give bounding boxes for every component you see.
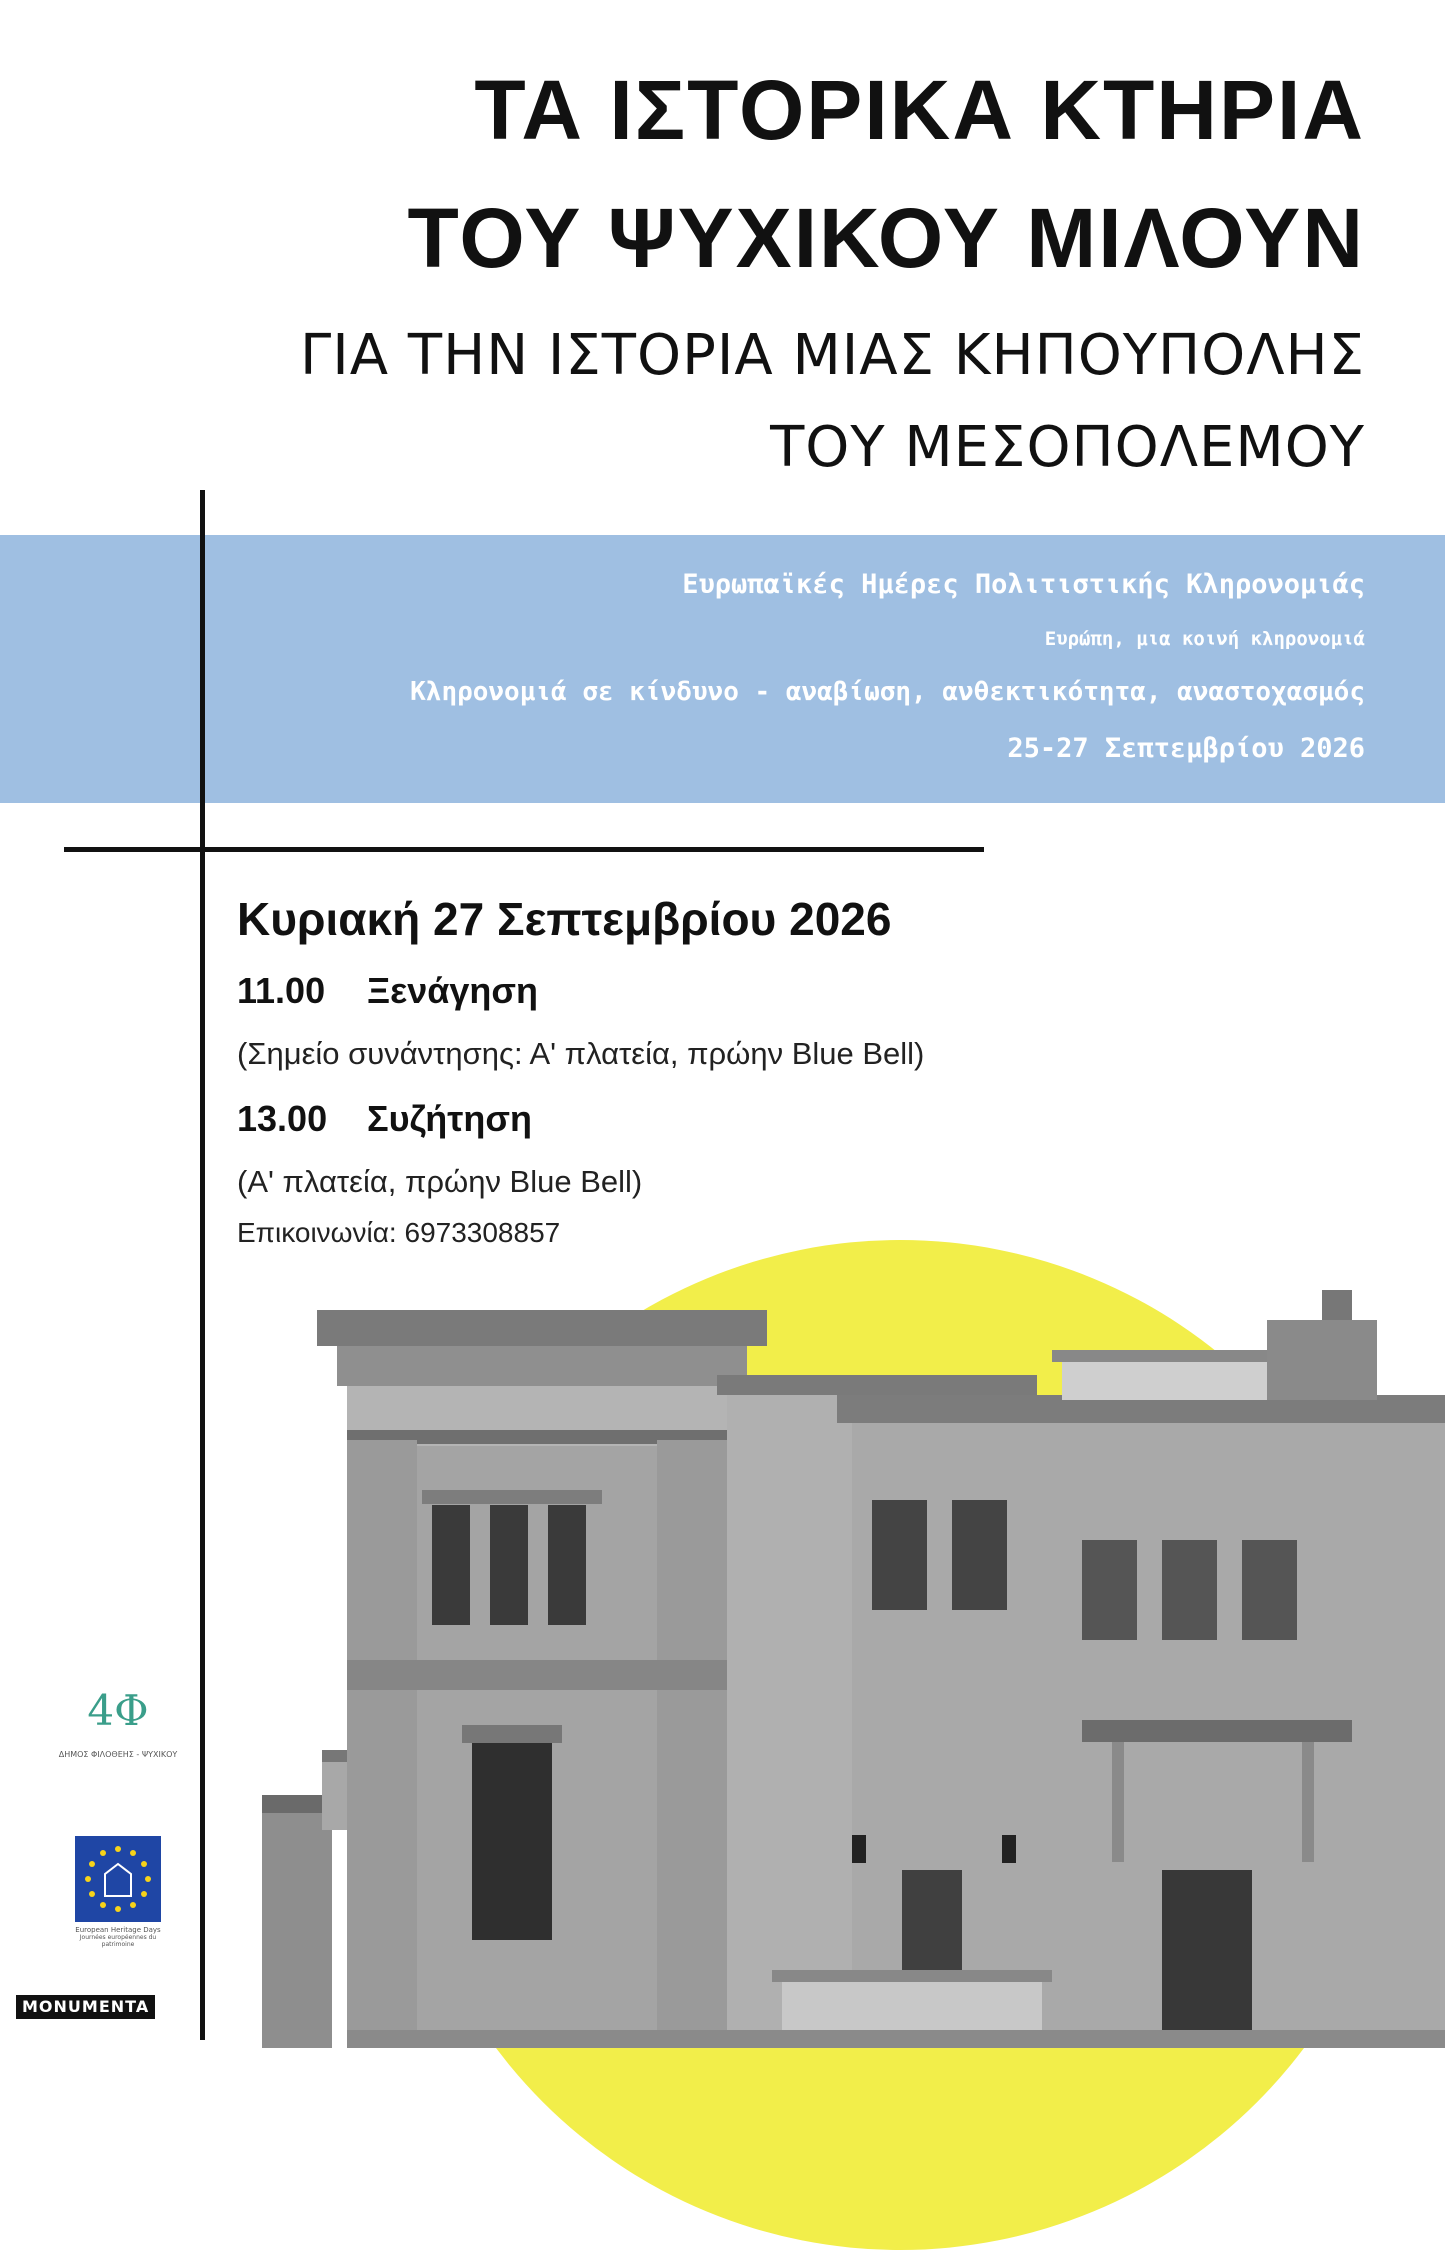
- event-discussion-note: (Α' πλατεία, πρώην Blue Bell): [237, 1164, 643, 1199]
- ehd-caption-1: European Heritage Days: [75, 1926, 161, 1934]
- municipality-caption: ΔΗΜΟΣ ΦΙΛΟΘΕΗΣ - ΨΥΧΙΚΟΥ: [58, 1750, 178, 1759]
- event-time: 13.00: [237, 1098, 328, 1139]
- vertical-rule: [200, 490, 205, 2040]
- event-title: Ξενάγηση: [367, 970, 539, 1011]
- ehd-caption-2: Journées européennes du patrimoine: [79, 1934, 157, 1948]
- contact-phone: Επικοινωνία: 6973308857: [237, 1217, 561, 1248]
- event-time: 11.00: [237, 970, 326, 1011]
- european-heritage-days-logo: [68, 1836, 168, 1948]
- title-line-2: ΤΟΥ ΨΥΧΙΚΟΥ ΜΙΛΟΥΝ: [407, 191, 1365, 285]
- banner-tagline: Ευρώπη, μια κοινή κληρονομιά: [1044, 628, 1365, 650]
- banner-event-name: Ευρωπαϊκές Ημέρες Πολιτιστικής Κληρονομιάς: [682, 569, 1365, 600]
- title-line-1: ΤΑ ΙΣΤΟΡΙΚΑ ΚΤΗΡΙΑ: [474, 63, 1365, 157]
- banner-dates: 25-27 Σεπτεμβρίου 2026: [1007, 733, 1365, 764]
- event-title: Συζήτηση: [367, 1098, 532, 1139]
- program-day: Κυριακή 27 Σεπτεμβρίου 2026: [237, 893, 892, 945]
- monumenta-logo: [16, 1995, 155, 2019]
- event-tour: [237, 970, 538, 1012]
- subtitle-line-2: ΤΟΥ ΜΕΣΟΠΟΛΕΜΟΥ: [770, 415, 1365, 480]
- horizontal-rule: [64, 847, 984, 852]
- municipality-logo: [58, 1686, 178, 1759]
- monumenta-wordmark: MONUMENTA: [22, 1997, 150, 2016]
- event-tour-note: (Σημείο συνάντησης: Α' πλατεία, πρώην Blue Bell): [237, 1036, 925, 1071]
- banner-theme: Κληρονομιά σε κίνδυνο - αναβίωση, ανθεκτικότητα, αναστοχασμός: [410, 677, 1365, 707]
- subtitle-line-1: ΓΙΑ ΤΗΝ ΙΣΤΟΡΙΑ ΜΙΑΣ ΚΗΠΟΥΠΟΛΗΣ: [300, 323, 1365, 388]
- event-discussion: [237, 1098, 532, 1140]
- municipality-logo-mark: 4Φ: [87, 1686, 149, 1735]
- historic-villa-image: [262, 1290, 1445, 2048]
- eu-flag-icon: [75, 1836, 161, 1922]
